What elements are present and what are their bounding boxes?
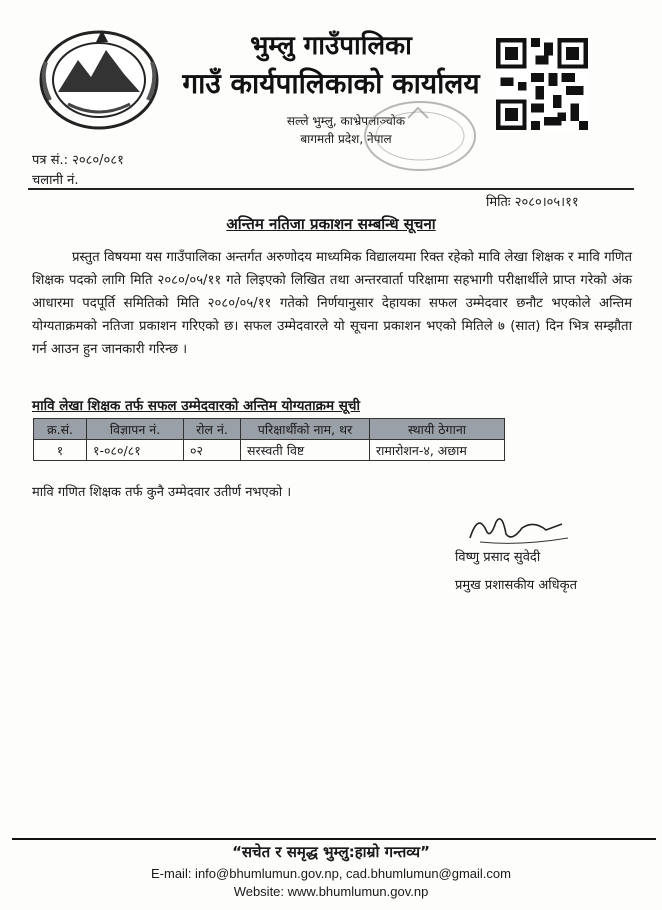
patra-value: २०८०/०८१ — [72, 153, 124, 168]
address-line-2: बागमती प्रदेश, नेपाल — [300, 132, 392, 146]
patra-sankhya — [32, 150, 124, 168]
notice-date — [486, 192, 579, 210]
col-name: परिक्षार्थीको नाम, थर — [241, 419, 370, 440]
col-roll-no: रोल नं. — [184, 419, 241, 440]
office-name: भुम्लु गाउँपालिका — [250, 31, 412, 61]
col-advert-no: विज्ञापन नं. — [87, 419, 184, 440]
date-value: २०८०।०५।११ — [514, 195, 579, 210]
table-row — [34, 440, 505, 461]
office-subtitle: गाउँ कार्यपालिकाको कार्यालय — [182, 67, 480, 100]
cell-roll-no: ०२ — [184, 440, 241, 461]
col-address: स्थायी ठेगाना — [370, 419, 505, 440]
notice-title: अन्तिम नतिजा प्रकाशन सम्बन्धि सूचना — [226, 215, 436, 233]
qr-code — [496, 38, 588, 130]
cell-name: सरस्वती विष्ट — [241, 440, 370, 461]
address-line-1: सल्ले भुम्लु, काभ्रेपलाञ्चोक — [286, 114, 406, 128]
footer-email: E-mail: info@bhumlumun.gov.np, cad.bhumlumun@gmail.com — [151, 866, 511, 881]
footer-slogan: “सचेत र समृद्ध भुम्लु:हाम्रो गन्तव्य” — [232, 843, 430, 861]
result-table — [33, 418, 505, 461]
signatory-title: प्रमुख प्रशासकीय अधिकृत — [455, 578, 578, 593]
chalani-number: चलानी नं. — [32, 173, 79, 188]
col-sn: क्र.सं. — [34, 419, 87, 440]
cell-address: रामारोशन-४, अछाम — [370, 440, 505, 461]
cell-sn: १ — [34, 440, 87, 461]
patra-label: पत्र सं.: — [32, 153, 68, 168]
footer-divider — [12, 838, 656, 840]
header-divider — [28, 188, 634, 190]
signatory-name: विष्णु प्रसाद सुवेदी — [455, 550, 541, 565]
table-header-row — [34, 419, 505, 440]
footer-website: Website: www.bhumlumun.gov.np — [233, 884, 429, 899]
cell-advert-no: १-०८०/८१ — [87, 440, 184, 461]
table-heading: मावि लेखा शिक्षक तर्फ सफल उम्मेदवारको अन्तिम योग्यताक्रम सूची — [32, 398, 360, 414]
date-label: मितिः — [486, 195, 511, 210]
office-stamp — [340, 96, 480, 176]
no-candidate-note: मावि गणित शिक्षक तर्फ कुनै उम्मेदवार उतीर्ण नभएको । — [32, 485, 292, 500]
handwritten-signature — [450, 508, 580, 548]
notice-body: प्रस्तुत विषयमा यस गाउँपालिका अन्तर्गत अरुणोदय माध्यमिक विद्यालयमा रिक्त रहेको मावि लेखा शिक्षक र मावि गणित शिक्षक पदको लागि मिति २०८०/०५/११ गते लिइएको लिखित तथा अन्तरवार्ता परिक्षामा सहभागी परीक्षार्थीले प्राप्त गरेको अंक आधारमा पदपूर्ति समितिको मिति २०८०/०५/११ गतेको निर्णयानुसार देहायका सफल उम्मेदवार छनौट भएकोले अन्तिम योग्यताक्रमको नतिजा प्रकाशन गरिएको छ। सफल उम्मेदवारले यो सूचना प्रकाशन भएको मितिले ७ (सात) दिन भित्र सम्झौता गर्न आउन हुन जानकारी गरिन्छ । — [32, 250, 632, 357]
